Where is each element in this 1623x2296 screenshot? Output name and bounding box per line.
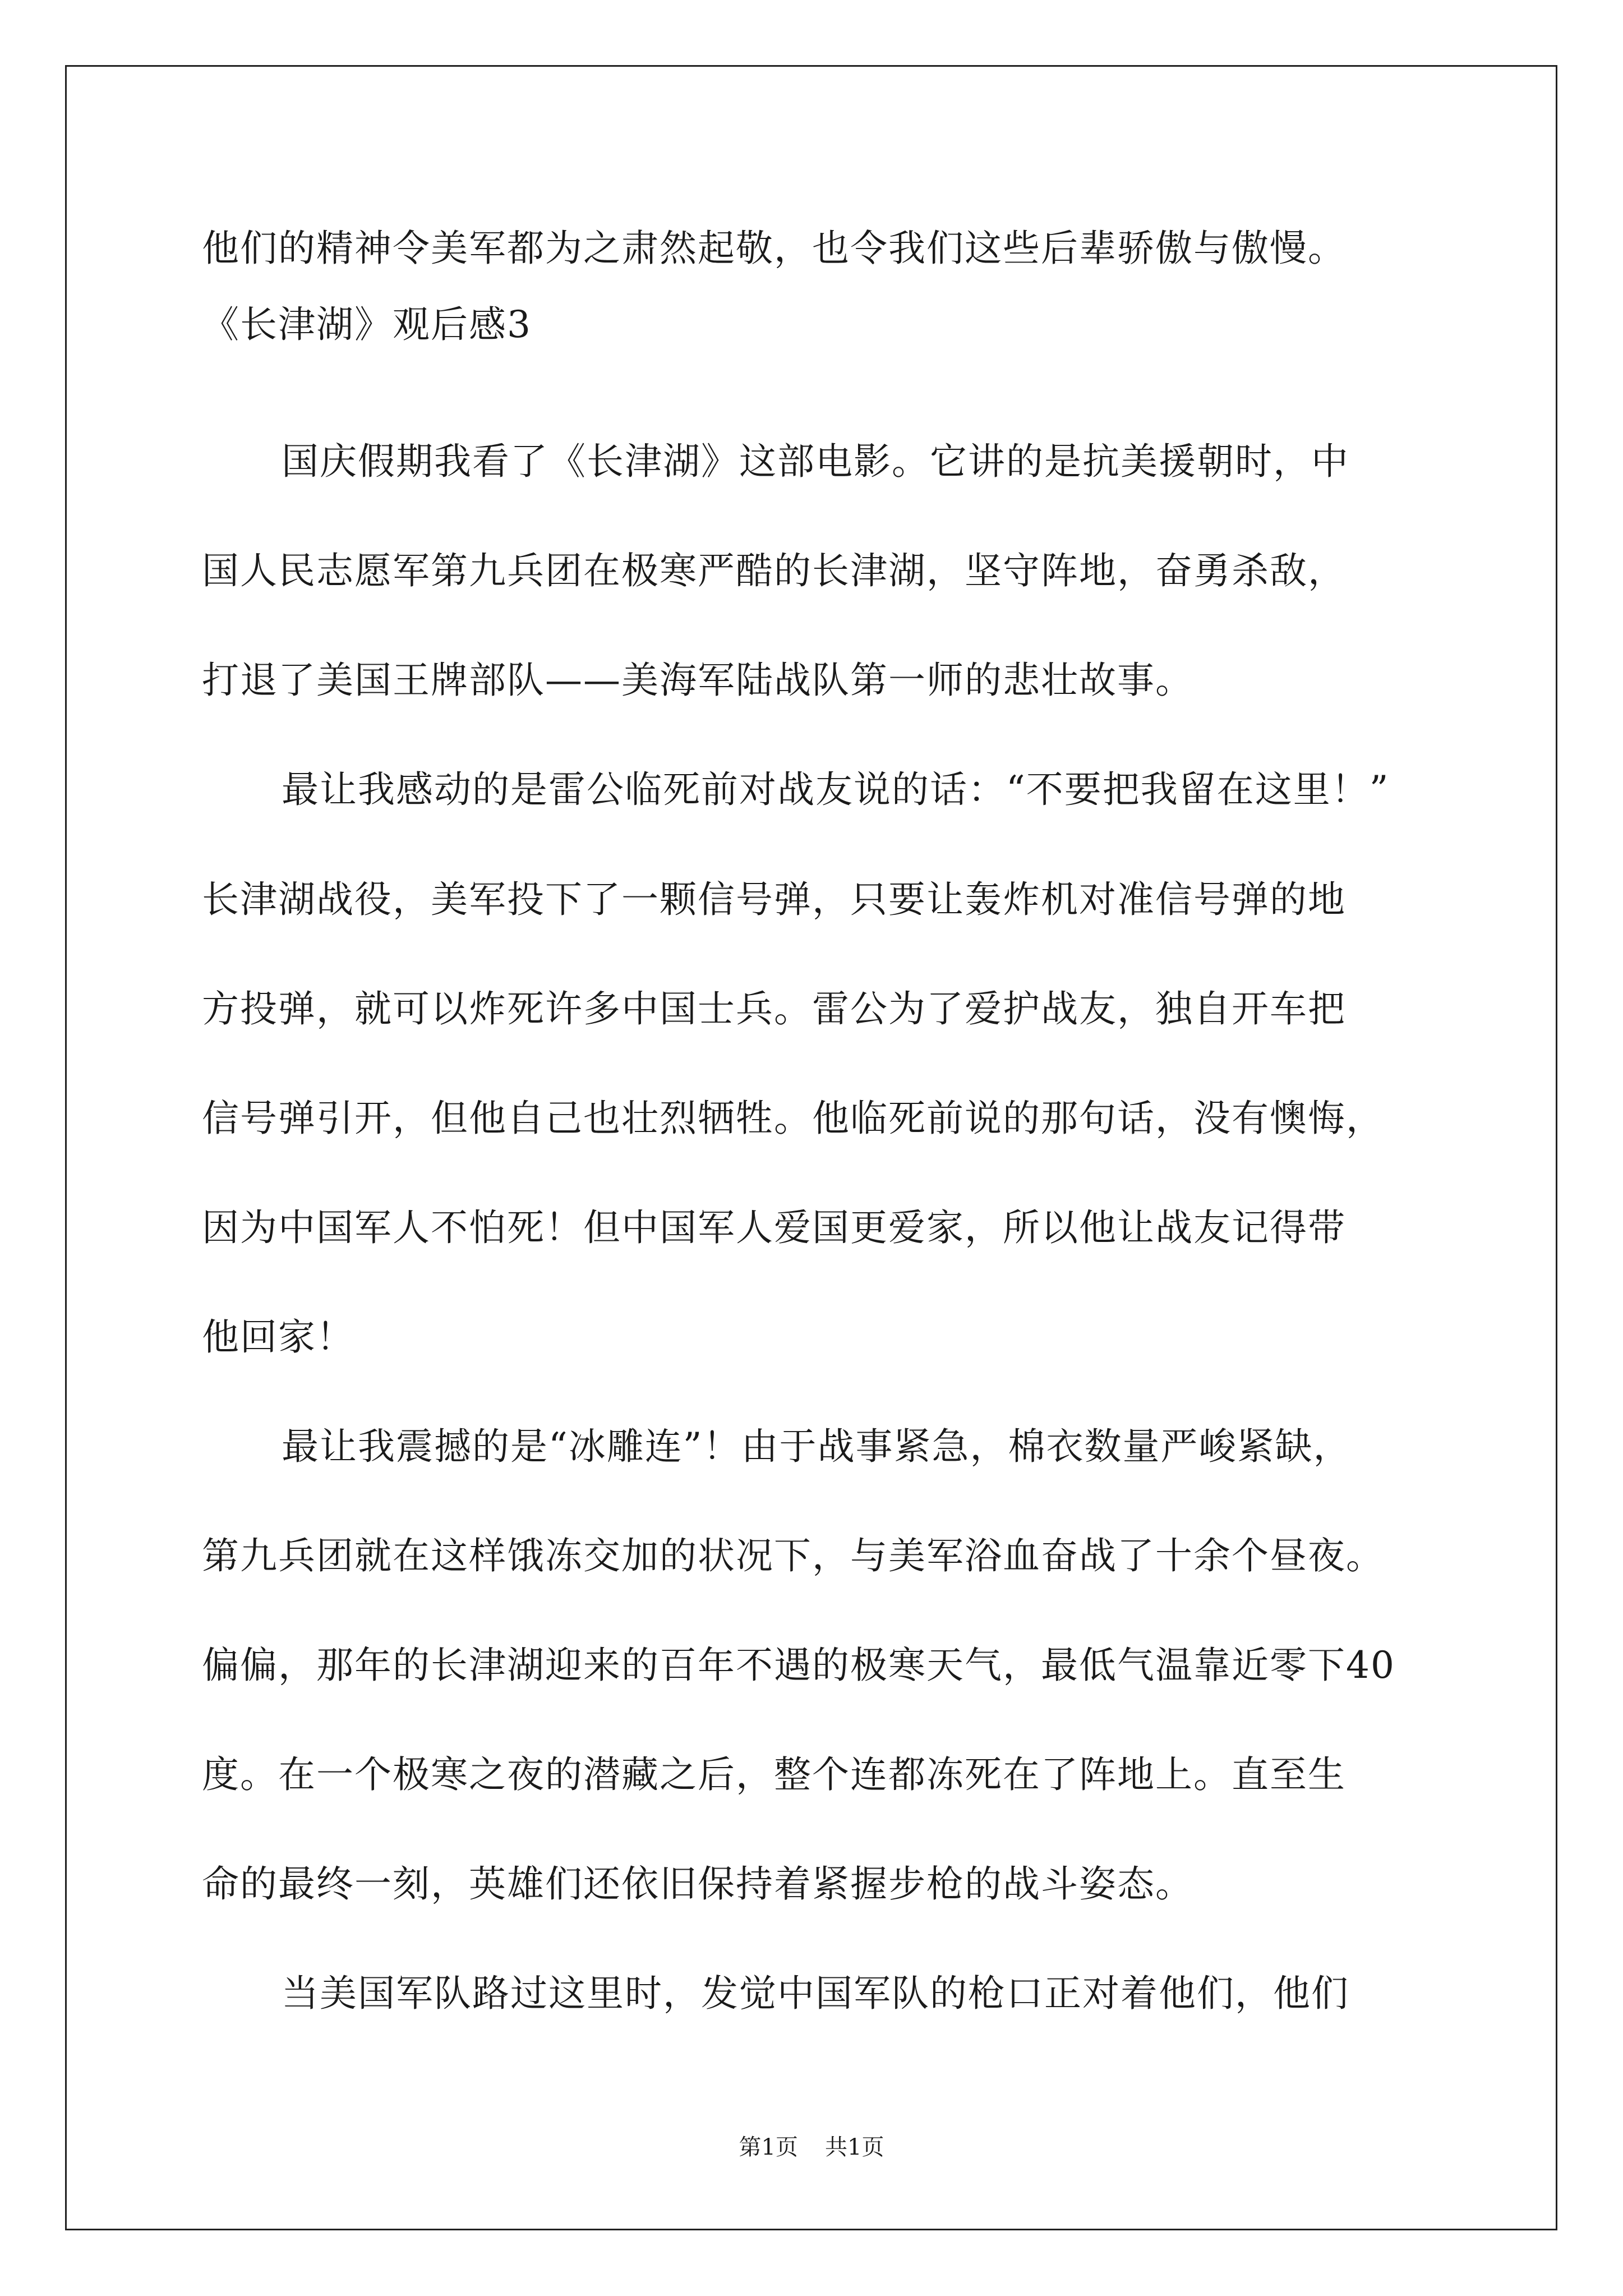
text-line-16: 命的最终一刻，英雄们还依旧保持着紧握步枪的战斗姿态。: [202, 1862, 1193, 1906]
text-line-1: 他们的精神令美军都为之肃然起敬，也令我们这些后辈骄傲与傲慢。: [202, 227, 1346, 270]
text-line-13: 第九兵团就在这样饿冻交加的状况下，与美军浴血奋战了十余个昼夜。: [202, 1534, 1384, 1577]
text-line-12: 最让我震撼的是“冰雕连”！由于战事紧急，棉衣数量严峻紧缺，: [282, 1425, 1352, 1468]
text-line-4: 国人民志愿军第九兵团在极寒严酷的长津湖，坚守阵地，奋勇杀敌，: [202, 549, 1346, 592]
page-total: 共1页: [825, 2134, 884, 2160]
text-line-3: 国庆假期我看了《长津湖》这部电影。它讲的是抗美援朝时，中: [282, 440, 1349, 483]
text-line-6: 最让我感动的是雷公临死前对战友说的话：“不要把我留在这里！”: [282, 768, 1390, 811]
text-line-14: 偏偏，那年的长津湖迎来的百年不遇的极寒天气，最低气温靠近零下40: [202, 1644, 1395, 1687]
page-number: 第1页: [739, 2134, 798, 2160]
text-line-15: 度。在一个极寒之夜的潜藏之后，整个连都冻死在了阵地上。直至生: [202, 1753, 1346, 1796]
text-line-7: 长津湖战役，美军投下了一颗信号弹，只要让轰炸机对准信号弹的地: [202, 878, 1346, 921]
text-line-8: 方投弹，就可以炸死许多中国士兵。雷公为了爱护战友，独自开车把: [202, 987, 1346, 1030]
page-footer: [0, 2136, 1623, 2159]
page-border: [65, 65, 1557, 2230]
section-heading: 《长津湖》观后感3: [202, 303, 532, 346]
text-line-10: 因为中国军人不怕死！但中国军人爱国更爱家，所以他让战友记得带: [202, 1206, 1346, 1249]
text-line-17: 当美国军队路过这里时，发觉中国军队的枪口正对着他们，他们: [282, 1972, 1349, 2015]
text-line-9: 信号弹引开，但他自己也壮烈牺牲。他临死前说的那句话，没有懊悔，: [202, 1097, 1384, 1140]
text-line-5: 打退了美国王牌部队——美海军陆战队第一师的悲壮故事。: [202, 659, 1193, 702]
text-line-11: 他回家！: [202, 1315, 354, 1359]
